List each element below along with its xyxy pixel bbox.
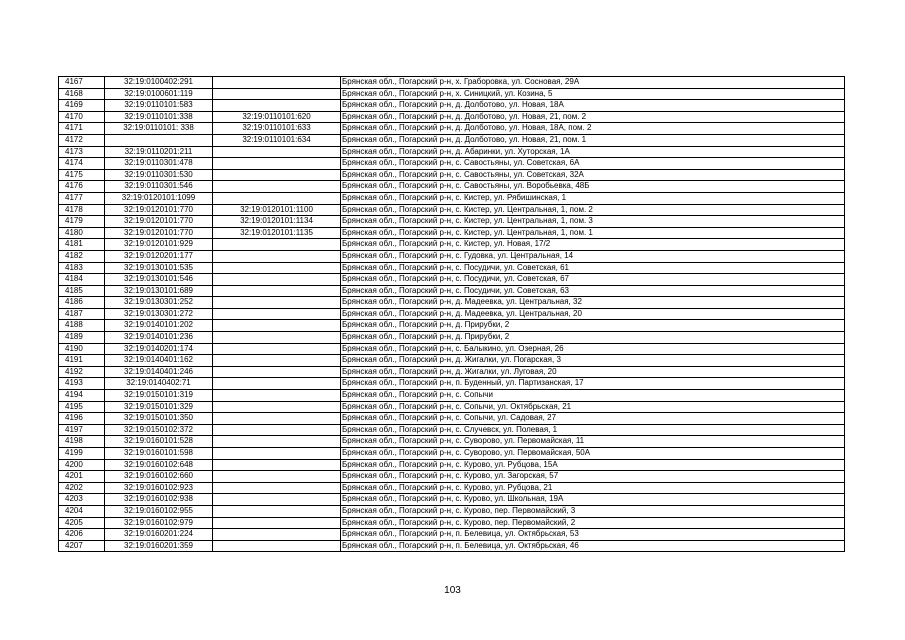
unit-cadastral-number-cell (213, 158, 341, 170)
cadastral-number-cell: 32:19:0160102:938 (105, 494, 213, 506)
address-cell: Брянская обл., Погарский р-н, п. Буденный, ул. Партизанская, 17 (341, 378, 845, 390)
page-number: 103 (444, 585, 461, 596)
unit-cadastral-number-cell (213, 274, 341, 286)
address-cell: Брянская обл., Погарский р-н, х. Граборовка, ул. Сосновая, 29А (341, 77, 845, 89)
row-number-cell: 4200 (59, 459, 105, 471)
table-row (59, 482, 845, 494)
unit-cadastral-number-cell: 32:19:0110101:620 (213, 111, 341, 123)
row-number-cell: 4170 (59, 111, 105, 123)
address-cell: Брянская обл., Погарский р-н, с. Сопычи (341, 390, 845, 402)
table-row (59, 448, 845, 460)
table-row (59, 471, 845, 483)
row-number-cell: 4192 (59, 366, 105, 378)
table-row (59, 181, 845, 193)
address-cell: Брянская обл., Погарский р-н, с. Сопычи, ул. Октябрьская, 21 (341, 401, 845, 413)
address-cell: Брянская обл., Погарский р-н, с. Савостьяны, ул. Советская, 32А (341, 169, 845, 181)
cadastral-number-cell: 32:19:0110101: 338 (105, 123, 213, 135)
cadastral-number-cell: 32:19:0150101:319 (105, 390, 213, 402)
unit-cadastral-number-cell (213, 146, 341, 158)
address-cell: Брянская обл., Погарский р-н, с. Кистер, ул. Рябишинская, 1 (341, 192, 845, 204)
address-cell: Брянская обл., Погарский р-н, с. Посудичи, ул. Советская, 61 (341, 262, 845, 274)
table-row (59, 88, 845, 100)
unit-cadastral-number-cell (213, 169, 341, 181)
unit-cadastral-number-cell (213, 494, 341, 506)
address-cell: Брянская обл., Погарский р-н, с. Суворово, ул. Первомайская, 50А (341, 448, 845, 460)
table-row (59, 169, 845, 181)
unit-cadastral-number-cell (213, 343, 341, 355)
row-number-cell: 4203 (59, 494, 105, 506)
table-row (59, 332, 845, 344)
unit-cadastral-number-cell (213, 401, 341, 413)
table-row (59, 285, 845, 297)
row-number-cell: 4195 (59, 401, 105, 413)
table-row (59, 250, 845, 262)
table-row (59, 227, 845, 239)
table-row (59, 77, 845, 89)
table-row (59, 297, 845, 309)
address-cell: Брянская обл., Погарский р-н, д. Долботово, ул. Новая, 18А, пом. 2 (341, 123, 845, 135)
cadastral-number-cell: 32:19:0150101:350 (105, 413, 213, 425)
unit-cadastral-number-cell (213, 471, 341, 483)
cadastral-number-cell: 32:19:0130101:689 (105, 285, 213, 297)
cadastral-number-cell: 32:19:0110301:546 (105, 181, 213, 193)
row-number-cell: 4202 (59, 482, 105, 494)
unit-cadastral-number-cell: 32:19:0120101:1100 (213, 204, 341, 216)
row-number-cell: 4201 (59, 471, 105, 483)
address-cell: Брянская обл., Погарский р-н, д. Прирубки, 2 (341, 320, 845, 332)
cadastral-number-cell: 32:19:0120101:929 (105, 239, 213, 251)
unit-cadastral-number-cell: 32:19:0110101:633 (213, 123, 341, 135)
table-row (59, 192, 845, 204)
unit-cadastral-number-cell (213, 366, 341, 378)
row-number-cell: 4194 (59, 390, 105, 402)
property-table (58, 76, 845, 552)
address-cell: Брянская обл., Погарский р-н, с. Курово, ул. Загорская, 57 (341, 471, 845, 483)
table-row (59, 262, 845, 274)
unit-cadastral-number-cell (213, 332, 341, 344)
unit-cadastral-number-cell (213, 459, 341, 471)
row-number-cell: 4168 (59, 88, 105, 100)
row-number-cell: 4173 (59, 146, 105, 158)
cadastral-number-cell: 32:19:0130101:546 (105, 274, 213, 286)
address-cell: Брянская обл., Погарский р-н, с. Балыкино, ул. Озерная, 26 (341, 343, 845, 355)
table-row (59, 308, 845, 320)
table-row (59, 134, 845, 146)
row-number-cell: 4198 (59, 436, 105, 448)
table-row (59, 424, 845, 436)
cadastral-number-cell: 32:19:0100402:291 (105, 77, 213, 89)
cadastral-number-cell: 32:19:0130101:535 (105, 262, 213, 274)
address-cell: Брянская обл., Погарский р-н, д. Абаринки, ул. Хуторская, 1А (341, 146, 845, 158)
table-row (59, 529, 845, 541)
address-cell: Брянская обл., Погарский р-н, с. Кистер, ул. Центральная, 1, пом. 3 (341, 216, 845, 228)
cadastral-number-cell: 32:19:0140401:162 (105, 355, 213, 367)
row-number-cell: 4206 (59, 529, 105, 541)
address-cell: Брянская обл., Погарский р-н, с. Савостьяны, ул. Воробьевка, 48Б (341, 181, 845, 193)
row-number-cell: 4196 (59, 413, 105, 425)
address-cell: Брянская обл., Погарский р-н, д. Мадеевка, ул. Центральная, 20 (341, 308, 845, 320)
row-number-cell: 4178 (59, 204, 105, 216)
cadastral-number-cell: 32:19:0160201:224 (105, 529, 213, 541)
cadastral-number-cell: 32:19:0160102:979 (105, 517, 213, 529)
cadastral-number-cell: 32:19:0160102:660 (105, 471, 213, 483)
row-number-cell: 4193 (59, 378, 105, 390)
row-number-cell: 4197 (59, 424, 105, 436)
address-cell: Брянская обл., Погарский р-н, с. Посудичи, ул. Советская, 67 (341, 274, 845, 286)
table-row (59, 390, 845, 402)
row-number-cell: 4175 (59, 169, 105, 181)
unit-cadastral-number-cell (213, 390, 341, 402)
unit-cadastral-number-cell (213, 100, 341, 112)
table-row (59, 239, 845, 251)
row-number-cell: 4183 (59, 262, 105, 274)
row-number-cell: 4184 (59, 274, 105, 286)
cadastral-number-cell: 32:19:0140101:202 (105, 320, 213, 332)
cadastral-number-cell: 32:19:0160102:648 (105, 459, 213, 471)
cadastral-number-cell: 32:19:0120101:770 (105, 204, 213, 216)
row-number-cell: 4169 (59, 100, 105, 112)
address-cell: Брянская обл., Погарский р-н, х. Синицкий, ул. Козина, 5 (341, 88, 845, 100)
cadastral-number-cell: 32:19:0150102:372 (105, 424, 213, 436)
unit-cadastral-number-cell: 32:19:0110101:634 (213, 134, 341, 146)
unit-cadastral-number-cell: 32:19:0120101:1134 (213, 216, 341, 228)
unit-cadastral-number-cell (213, 181, 341, 193)
cadastral-number-cell: 32:19:0120101:1099 (105, 192, 213, 204)
address-cell: Брянская обл., Погарский р-н, с. Кистер, ул. Центральная, 1, пом. 1 (341, 227, 845, 239)
cadastral-number-cell: 32:19:0140402:71 (105, 378, 213, 390)
row-number-cell: 4174 (59, 158, 105, 170)
cadastral-number-cell: 32:19:0130301:252 (105, 297, 213, 309)
row-number-cell: 4189 (59, 332, 105, 344)
cadastral-number-cell: 32:19:0160102:923 (105, 482, 213, 494)
unit-cadastral-number-cell (213, 436, 341, 448)
table-row (59, 540, 845, 552)
unit-cadastral-number-cell (213, 424, 341, 436)
table-row (59, 401, 845, 413)
address-cell: Брянская обл., Погарский р-н, д. Долботово, ул. Новая, 21, пом. 2 (341, 111, 845, 123)
cadastral-number-cell: 32:19:0160102:955 (105, 505, 213, 517)
address-cell: Брянская обл., Погарский р-н, п. Белевица, ул. Октябрьская, 53 (341, 529, 845, 541)
address-cell: Брянская обл., Погарский р-н, с. Кистер, ул. Новая, 17/2 (341, 239, 845, 251)
cadastral-number-cell: 32:19:0120101:770 (105, 227, 213, 239)
table-row (59, 274, 845, 286)
cadastral-number-cell: 32:19:0110301:530 (105, 169, 213, 181)
row-number-cell: 4205 (59, 517, 105, 529)
unit-cadastral-number-cell (213, 77, 341, 89)
row-number-cell: 4167 (59, 77, 105, 89)
unit-cadastral-number-cell (213, 297, 341, 309)
address-cell: Брянская обл., Погарский р-н, д. Мадеевка, ул. Центральная, 32 (341, 297, 845, 309)
cadastral-number-cell: 32:19:0110301:478 (105, 158, 213, 170)
address-cell: Брянская обл., Погарский р-н, д. Долботово, ул. Новая, 18А (341, 100, 845, 112)
unit-cadastral-number-cell (213, 320, 341, 332)
address-cell: Брянская обл., Погарский р-н, с. Сопычи, ул. Садовая, 27 (341, 413, 845, 425)
address-cell: Брянская обл., Погарский р-н, с. Кистер, ул. Центральная, 1, пом. 2 (341, 204, 845, 216)
cadastral-number-cell: 32:19:0130301:272 (105, 308, 213, 320)
unit-cadastral-number-cell (213, 448, 341, 460)
unit-cadastral-number-cell (213, 517, 341, 529)
unit-cadastral-number-cell (213, 285, 341, 297)
address-cell: Брянская обл., Погарский р-н, п. Белевица, ул. Октябрьская, 46 (341, 540, 845, 552)
address-cell: Брянская обл., Погарский р-н, с. Суворово, ул. Первомайская, 11 (341, 436, 845, 448)
address-cell: Брянская обл., Погарский р-н, с. Курово, ул. Школьная, 19А (341, 494, 845, 506)
cadastral-number-cell: 32:19:0120101:770 (105, 216, 213, 228)
table-row (59, 505, 845, 517)
address-cell: Брянская обл., Погарский р-н, с. Савостьяны, ул. Советская, 6А (341, 158, 845, 170)
cadastral-number-cell: 32:19:0140101:236 (105, 332, 213, 344)
address-cell: Брянская обл., Погарский р-н, с. Курово, ул. Рубцова, 21 (341, 482, 845, 494)
cadastral-number-cell: 32:19:0100601:119 (105, 88, 213, 100)
unit-cadastral-number-cell (213, 529, 341, 541)
unit-cadastral-number-cell (213, 355, 341, 367)
address-cell: Брянская обл., Погарский р-н, с. Курово, ул. Рубцова, 15А (341, 459, 845, 471)
table-row (59, 146, 845, 158)
address-cell: Брянская обл., Погарский р-н, с. Случевск, ул. Полевая, 1 (341, 424, 845, 436)
cadastral-number-cell: 32:19:0140201:174 (105, 343, 213, 355)
row-number-cell: 4185 (59, 285, 105, 297)
table-row (59, 204, 845, 216)
unit-cadastral-number-cell (213, 505, 341, 517)
row-number-cell: 4190 (59, 343, 105, 355)
table-row (59, 494, 845, 506)
table-row (59, 320, 845, 332)
cadastral-number-cell (105, 134, 213, 146)
unit-cadastral-number-cell (213, 413, 341, 425)
unit-cadastral-number-cell: 32:19:0120101:1135 (213, 227, 341, 239)
cadastral-number-cell: 32:19:0160201:359 (105, 540, 213, 552)
row-number-cell: 4182 (59, 250, 105, 262)
table-row (59, 158, 845, 170)
table-row (59, 459, 845, 471)
address-cell: Брянская обл., Погарский р-н, с. Гудовка, ул. Центральная, 14 (341, 250, 845, 262)
row-number-cell: 4172 (59, 134, 105, 146)
cadastral-number-cell: 32:19:0150101:329 (105, 401, 213, 413)
table-row (59, 123, 845, 135)
cadastral-number-cell: 32:19:0140401:246 (105, 366, 213, 378)
row-number-cell: 4179 (59, 216, 105, 228)
row-number-cell: 4188 (59, 320, 105, 332)
table-row (59, 343, 845, 355)
unit-cadastral-number-cell (213, 308, 341, 320)
unit-cadastral-number-cell (213, 250, 341, 262)
table-row (59, 100, 845, 112)
address-cell: Брянская обл., Погарский р-н, д. Жигалки, ул. Луговая, 20 (341, 366, 845, 378)
row-number-cell: 4180 (59, 227, 105, 239)
table-row (59, 517, 845, 529)
cadastral-number-cell: 32:19:0110101:338 (105, 111, 213, 123)
cadastral-number-cell: 32:19:0120201:177 (105, 250, 213, 262)
unit-cadastral-number-cell (213, 482, 341, 494)
address-cell: Брянская обл., Погарский р-н, д. Прирубки, 2 (341, 332, 845, 344)
table-row (59, 355, 845, 367)
table-row (59, 413, 845, 425)
property-table-body (59, 77, 845, 552)
address-cell: Брянская обл., Погарский р-н, д. Долботово, ул. Новая, 21, пом. 1 (341, 134, 845, 146)
row-number-cell: 4186 (59, 297, 105, 309)
unit-cadastral-number-cell (213, 262, 341, 274)
address-cell: Брянская обл., Погарский р-н, с. Посудичи, ул. Советская, 63 (341, 285, 845, 297)
unit-cadastral-number-cell (213, 239, 341, 251)
row-number-cell: 4199 (59, 448, 105, 460)
unit-cadastral-number-cell (213, 88, 341, 100)
row-number-cell: 4187 (59, 308, 105, 320)
cadastral-number-cell: 32:19:0110201:211 (105, 146, 213, 158)
unit-cadastral-number-cell (213, 192, 341, 204)
address-cell: Брянская обл., Погарский р-н, с. Курово, пер. Первомайский, 3 (341, 505, 845, 517)
table-row (59, 378, 845, 390)
cadastral-number-cell: 32:19:0110101:583 (105, 100, 213, 112)
row-number-cell: 4177 (59, 192, 105, 204)
table-row (59, 111, 845, 123)
table-row (59, 216, 845, 228)
address-cell: Брянская обл., Погарский р-н, с. Курово, пер. Первомайский, 2 (341, 517, 845, 529)
row-number-cell: 4191 (59, 355, 105, 367)
unit-cadastral-number-cell (213, 378, 341, 390)
address-cell: Брянская обл., Погарский р-н, д. Жигалки, ул. Погарская, 3 (341, 355, 845, 367)
table-row (59, 436, 845, 448)
row-number-cell: 4204 (59, 505, 105, 517)
table-row (59, 366, 845, 378)
cadastral-number-cell: 32:19:0160101:528 (105, 436, 213, 448)
row-number-cell: 4171 (59, 123, 105, 135)
row-number-cell: 4181 (59, 239, 105, 251)
unit-cadastral-number-cell (213, 540, 341, 552)
cadastral-number-cell: 32:19:0160101:598 (105, 448, 213, 460)
row-number-cell: 4176 (59, 181, 105, 193)
row-number-cell: 4207 (59, 540, 105, 552)
